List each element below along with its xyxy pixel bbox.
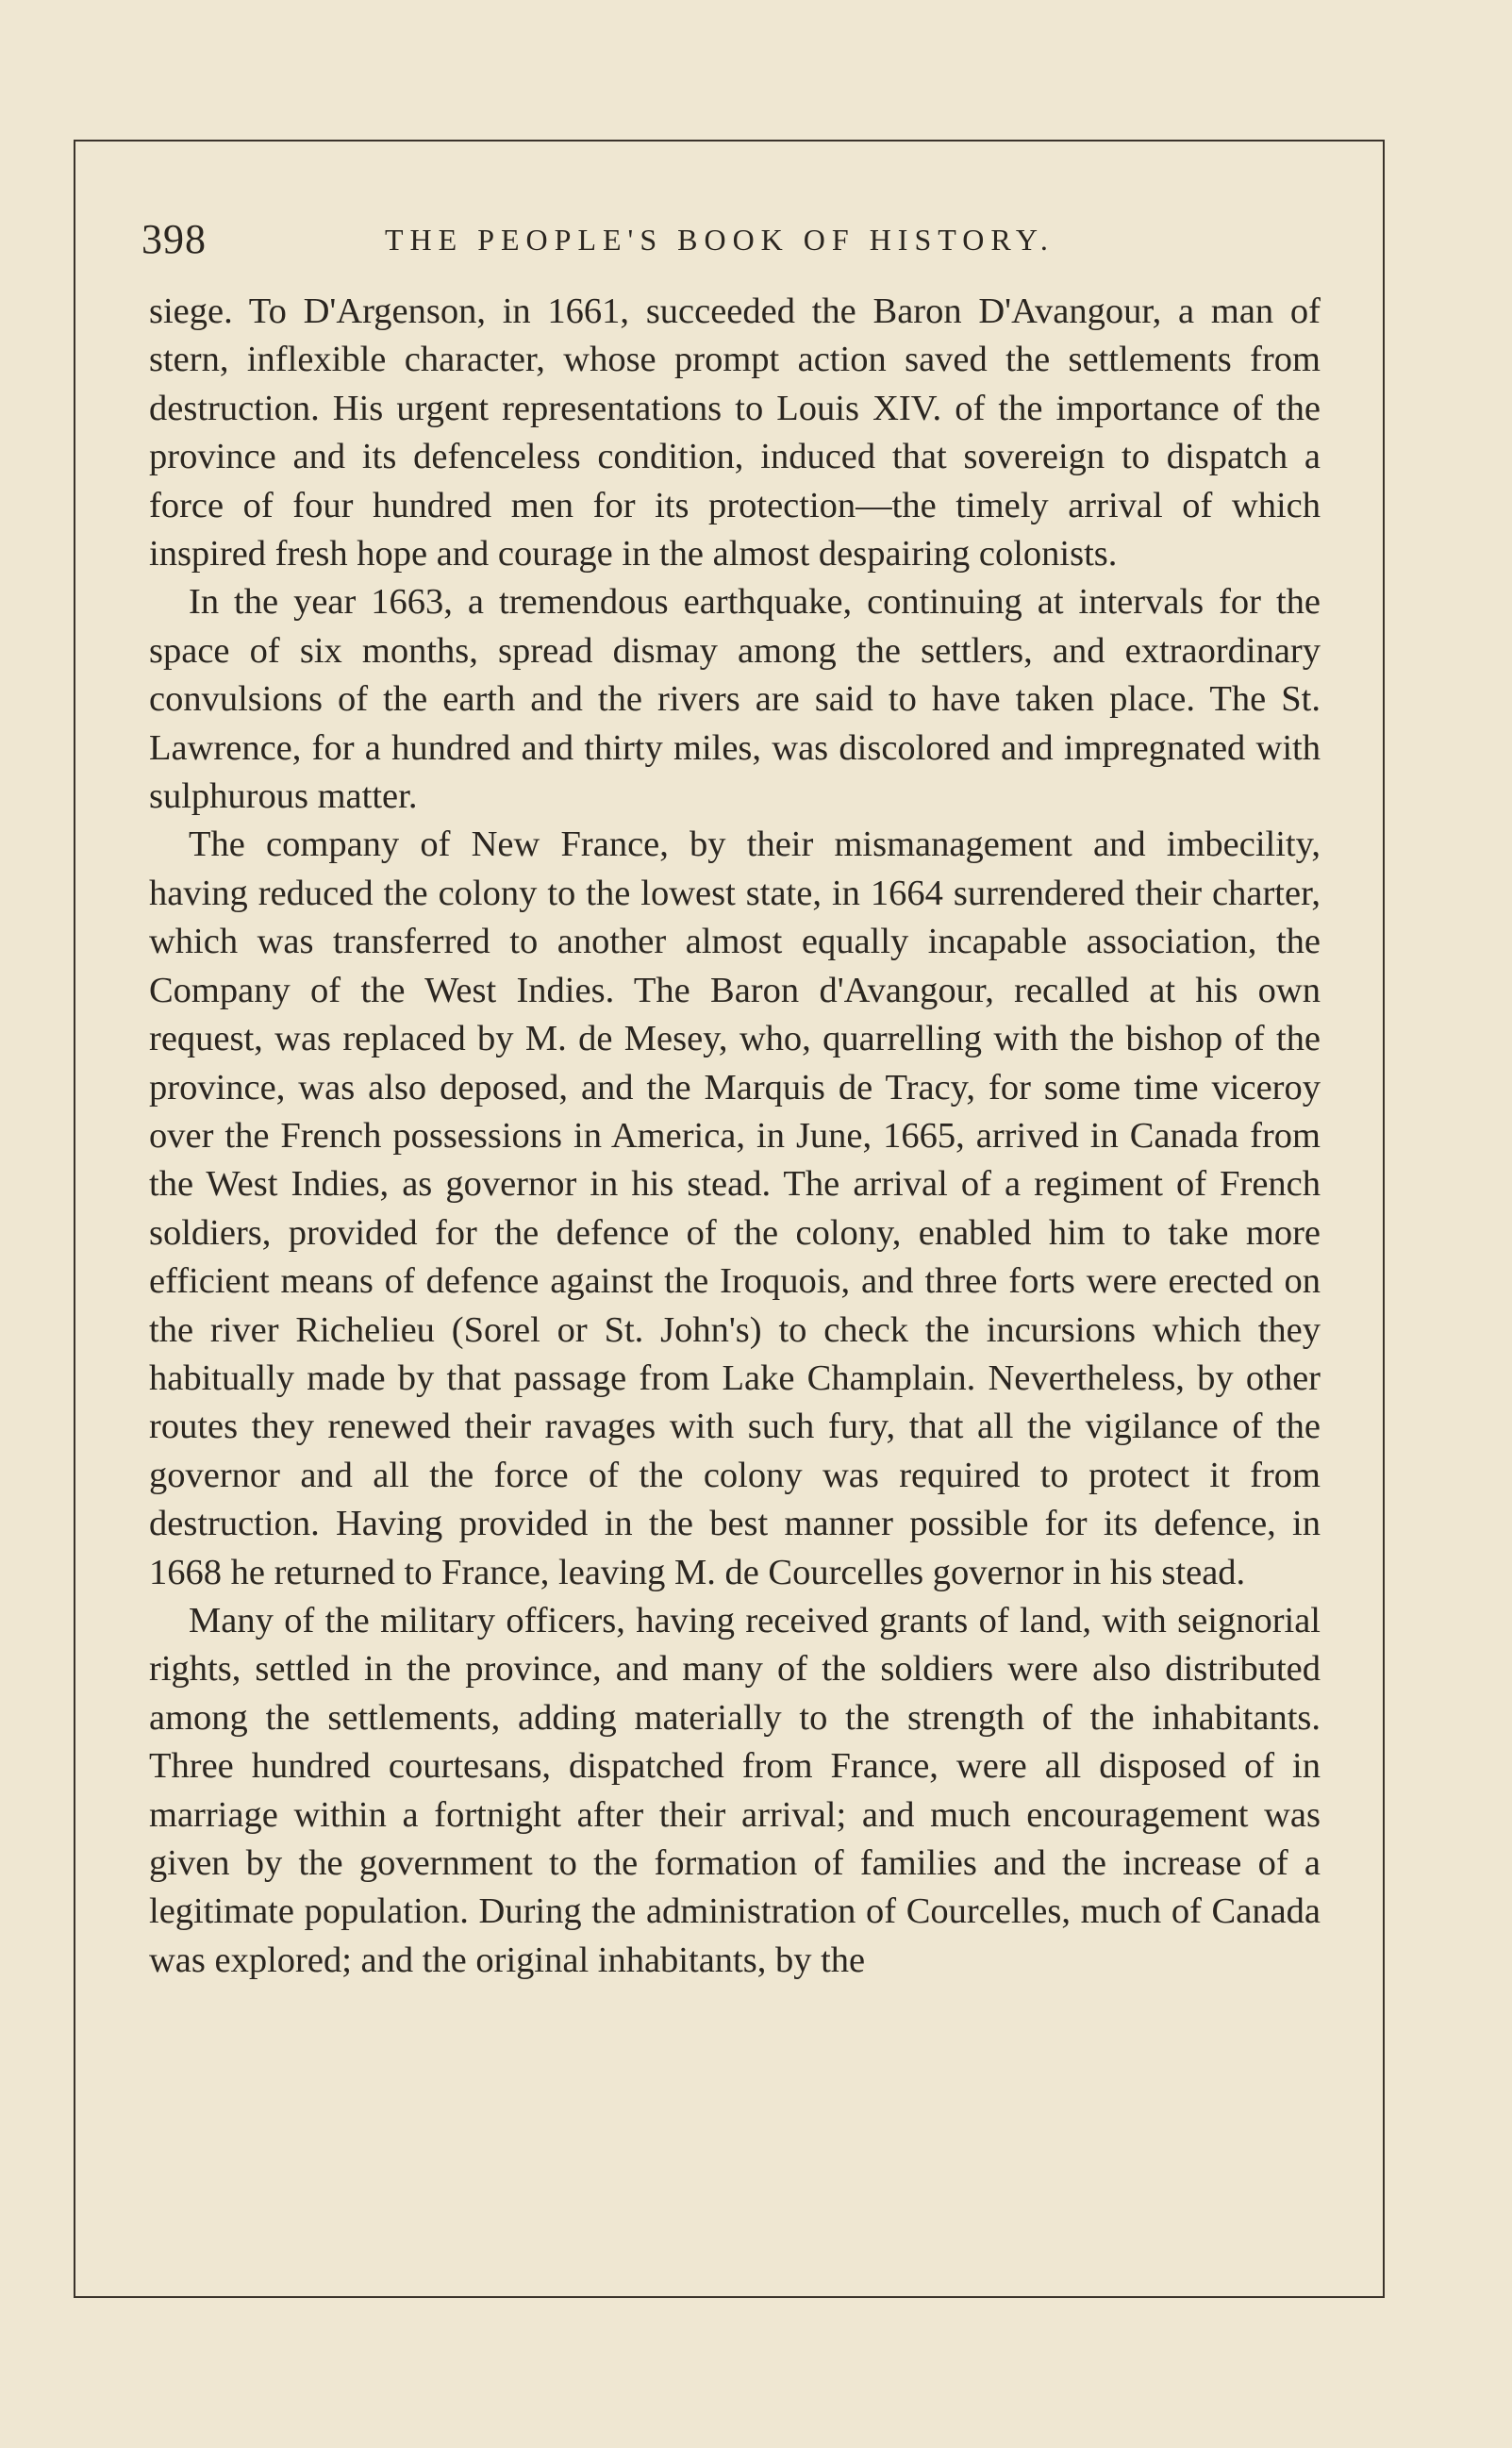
paragraph-1: siege. To D'Argenson, in 1661, succeeded the Baron D'Avangour, a man of stern, inflexible character, whose prompt action saved the settlements from destruction. His urgent representations to Louis XIV. of the importance of the province and its defenceless condition, induced that sovereign to dispatch a force of four hundred men for its protection—the timely arrival of which inspired fresh hope and courage in the almost despairing colonists. (149, 291, 1321, 575)
paragraph-4: Many of the military officers, having received grants of land, with seignorial rights, settled in the province, and many of the soldiers were also distributed among the settlements, adding materially to the strength of the inhabitants. Three hundred courtesans, dispatched from France, were all disposed of in marriage within a fortnight after their arrival; and much encouragement was given by the government to the formation of families and the increase of a legitimate population. During the administration of Courcelles, much of Canada was explored; and the original inhabitants, by the (149, 1600, 1321, 1980)
page-number: 398 (141, 216, 207, 262)
page-header-title: THE PEOPLE'S BOOK OF HISTORY. (385, 223, 1055, 257)
paragraph-2: In the year 1663, a tremendous earthquake, continuing at intervals for the space of six months, spread dismay among the settlers, and extraordinary convulsions of the earth and the rivers are said to have taken place. The St. Lawrence, for a hundred and thirty miles, was discolored and impregnated with sulphurous matter. (149, 582, 1321, 817)
paragraph-3: The company of New France, by their mismanagement and imbecility, having reduced the colony to the lowest state, in 1664 surrendered their charter, which was transferred to another almost equally incapable association, the Company of the West Indies. The Baron d'Avangour, recalled at his own request, was replaced by M. de Mesey, who, quarrelling with the bishop of the province, was also deposed, and the Marquis de Tracy, for some time viceroy over the French possessions in America, in June, 1665, arrived in Canada from the West Indies, as governor in his stead. The arrival of a regiment of French soldiers, provided for the defence of the colony, enabled him to take more efficient means of defence against the Iroquois, and three forts were erected on the river Richelieu (Sorel or St. John's) to check the incursions which they habitually made by that passage from Lake Champlain. Nevertheless, by other routes they renewed their ravages with such fury, that all the vigilance of the governor and all the force of the colony was required to protect it from destruction. Having provided in the best manner possible for its defence, in 1668 he returned to France, leaving M. de Courcelles governor in his stead. (149, 824, 1321, 1592)
body-text (149, 288, 1321, 1985)
running-head (141, 215, 1085, 272)
